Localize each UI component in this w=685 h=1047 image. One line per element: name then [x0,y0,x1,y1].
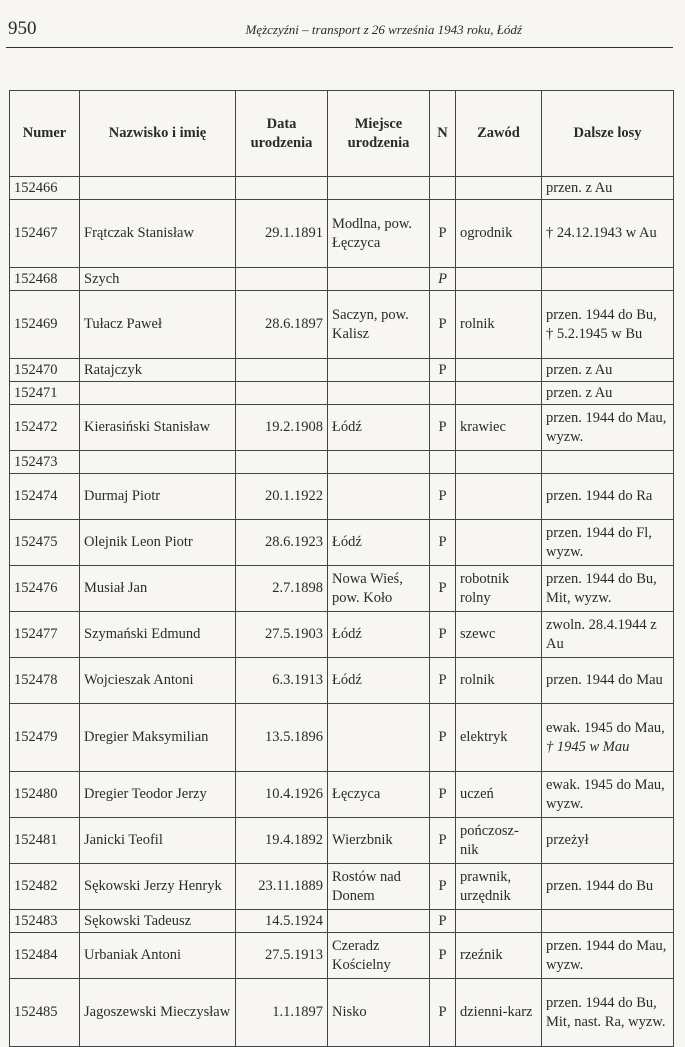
table-row [10,933,674,979]
occupation-cell [456,474,542,520]
nationality-cell: P [430,566,456,612]
table-row [10,979,674,1047]
table-body [10,177,674,1047]
numer-cell: 152474 [10,474,80,520]
birth-date-cell: 20.1.1922 [236,474,328,520]
numer-cell: 152480 [10,772,80,818]
fate-line: przen. z Au [546,361,613,378]
table-row [10,405,674,451]
numer-cell: 152483 [10,910,80,933]
occupation-cell [456,359,542,382]
name-cell: Szymański Edmund [80,612,236,658]
name-cell: Dregier Maksymilian [80,704,236,772]
nationality-cell [430,451,456,474]
occupation-cell: prawnik, urzędnik [456,864,542,910]
birth-place-cell [328,704,430,772]
birth-date-cell: 10.4.1926 [236,772,328,818]
column-header: Zawód [456,91,542,177]
birth-date-cell: 28.6.1897 [236,291,328,359]
fate-cell [542,268,674,291]
birth-date-cell: 6.3.1913 [236,658,328,704]
fate-line: przen. 1944 do Mau, wyzw. [546,938,667,973]
occupation-cell: ogrodnik [456,200,542,268]
fate-cell [542,910,674,933]
fate-cell [542,520,674,566]
table-row [10,864,674,910]
numer-cell: 152467 [10,200,80,268]
birth-place-cell: Wierzbnik [328,818,430,864]
nationality-cell: P [430,979,456,1047]
birth-date-cell: 23.11.1889 [236,864,328,910]
fate-cell [542,291,674,359]
fate-line: † 24.12.1943 w Au [546,225,657,242]
table-row [10,359,674,382]
occupation-cell: elektryk [456,704,542,772]
fate-line: ewak. 1945 do Mau, wyzw. [546,777,665,812]
numer-cell: 152469 [10,291,80,359]
header-rule [6,47,673,48]
occupation-cell [456,382,542,405]
birth-date-cell: 27.5.1913 [236,933,328,979]
name-cell: Janicki Teofil [80,818,236,864]
nationality-cell: P [430,520,456,566]
birth-place-cell: Łódź [328,658,430,704]
birth-date-cell: 2.7.1898 [236,566,328,612]
fate-cell [542,864,674,910]
fate-cell [542,818,674,864]
fate-line: przen. 1944 do Bu, Mit, nast. Ra, wyzw. [546,995,666,1030]
nationality-cell [430,177,456,200]
name-cell: Ratajczyk [80,359,236,382]
name-cell: Olejnik Leon Piotr [80,520,236,566]
birth-date-cell: 28.6.1923 [236,520,328,566]
name-cell: Wojcieszak Antoni [80,658,236,704]
birth-place-cell [328,268,430,291]
occupation-cell: rolnik [456,658,542,704]
numer-cell: 152477 [10,612,80,658]
occupation-cell: robotnik rolny [456,566,542,612]
page-number: 950 [8,18,37,39]
table-row [10,772,674,818]
column-header: Nazwisko i imię [80,91,236,177]
nationality-cell: P [430,200,456,268]
name-cell: Sękowski Tadeusz [80,910,236,933]
fate-line: przen. z Au [546,384,613,401]
name-cell: Musiał Jan [80,566,236,612]
numer-cell: 152478 [10,658,80,704]
birth-date-cell [236,177,328,200]
nationality-cell: P [430,933,456,979]
numer-cell: 152475 [10,520,80,566]
column-header: Numer [10,91,80,177]
table-row [10,382,674,405]
birth-place-cell [328,177,430,200]
table-row [10,612,674,658]
fate-cell [542,451,674,474]
name-cell: Szych [80,268,236,291]
running-title: Mężczyźni – transport z 26 września 1943 roku, Łódź [245,22,522,37]
birth-place-cell: Czeradz Kościelny [328,933,430,979]
occupation-cell [456,520,542,566]
numer-cell: 152473 [10,451,80,474]
fate-line: przen. z Au [546,179,613,196]
column-header: Miejsce urodzenia [328,91,430,177]
numer-cell: 152470 [10,359,80,382]
birth-place-cell [328,451,430,474]
occupation-cell: krawiec [456,405,542,451]
table-row [10,658,674,704]
nationality-cell: P [430,405,456,451]
nationality-cell: P [430,612,456,658]
name-cell: Tułacz Paweł [80,291,236,359]
nationality-cell: P [430,704,456,772]
table-row [10,200,674,268]
fate-cell [542,933,674,979]
fate-cell [542,200,674,268]
fate-cell [542,772,674,818]
birth-date-cell [236,268,328,291]
fate-cell [542,979,674,1047]
numer-cell: 152484 [10,933,80,979]
fate-line: przeżył [546,832,589,849]
birth-date-cell: 19.4.1892 [236,818,328,864]
birth-date-cell: 1.1.1897 [236,979,328,1047]
fate-cell [542,359,674,382]
birth-place-cell: Nisko [328,979,430,1047]
name-cell: Jagoszewski Mieczysław [80,979,236,1047]
birth-place-cell: Łęczyca [328,772,430,818]
column-header: Data urodzenia [236,91,328,177]
name-cell [80,382,236,405]
occupation-cell [456,177,542,200]
fate-cell [542,658,674,704]
numer-cell: 152481 [10,818,80,864]
numer-cell: 152471 [10,382,80,405]
fate-line: przen. 1944 do Bu [546,878,654,895]
table-row [10,291,674,359]
fate-line: ewak. 1945 do Mau, [546,720,665,737]
table-row [10,566,674,612]
table-row [10,474,674,520]
name-cell: Kierasiński Stanisław [80,405,236,451]
occupation-cell: uczeń [456,772,542,818]
numer-cell: 152476 [10,566,80,612]
birth-place-cell: Łódź [328,520,430,566]
fate-cell [542,382,674,405]
birth-date-cell: 29.1.1891 [236,200,328,268]
birth-place-cell: Łódź [328,612,430,658]
table-row [10,177,674,200]
nationality-cell: P [430,772,456,818]
fate-line: przen. 1944 do Mau, wyzw. [546,410,667,445]
fate-cell [542,704,674,772]
fate-line: przen. 1944 do Bu, [546,307,657,324]
nationality-cell: P [430,359,456,382]
birth-place-cell: Rostów nad Donem [328,864,430,910]
occupation-cell: rzeźnik [456,933,542,979]
birth-date-cell: 14.5.1924 [236,910,328,933]
name-cell: Sękowski Jerzy Henryk [80,864,236,910]
fate-cell [542,177,674,200]
fate-cell [542,474,674,520]
birth-place-cell [328,382,430,405]
table-header-row [10,91,674,177]
table-row [10,910,674,933]
numer-cell: 152482 [10,864,80,910]
nationality-cell: P [430,818,456,864]
occupation-cell [456,451,542,474]
fate-cell [542,405,674,451]
name-cell: Urbaniak Antoni [80,933,236,979]
table-row [10,268,674,291]
nationality-cell: P [430,658,456,704]
numer-cell: 152485 [10,979,80,1047]
table-row [10,818,674,864]
fate-line: † 5.2.1945 w Bu [546,325,643,342]
numer-cell: 152472 [10,405,80,451]
fate-line: zwoln. 28.4.1944 z Au [546,617,657,652]
birth-date-cell: 19.2.1908 [236,405,328,451]
nationality-cell: P [430,291,456,359]
table-row [10,704,674,772]
fate-cell [542,612,674,658]
fate-cell [542,566,674,612]
birth-date-cell [236,359,328,382]
birth-place-cell: Łódź [328,405,430,451]
numer-cell: 152466 [10,177,80,200]
numer-cell: 152479 [10,704,80,772]
name-cell: Dregier Teodor Jerzy [80,772,236,818]
fate-line: przen. 1944 do Bu, Mit, wyzw. [546,571,657,606]
birth-date-cell: 27.5.1903 [236,612,328,658]
fate-line: przen. 1944 do Mau [546,672,663,689]
name-cell: Durmaj Piotr [80,474,236,520]
birth-date-cell [236,451,328,474]
occupation-cell: szewc [456,612,542,658]
occupation-cell: pończosz-nik [456,818,542,864]
nationality-cell: P [430,268,456,291]
birth-place-cell [328,910,430,933]
birth-date-cell [236,382,328,405]
occupation-cell: rolnik [456,291,542,359]
name-cell [80,451,236,474]
column-header: Dalsze losy [542,91,674,177]
birth-date-cell: 13.5.1896 [236,704,328,772]
occupation-cell [456,268,542,291]
fate-line-italic: † 1945 w Mau [546,738,630,755]
prisoner-table [9,90,674,1047]
birth-place-cell: Modlna, pow. Łęczyca [328,200,430,268]
column-header: N [430,91,456,177]
birth-place-cell: Nowa Wieś, pow. Koło [328,566,430,612]
occupation-cell: dzienni-karz [456,979,542,1047]
table-row [10,451,674,474]
birth-place-cell [328,474,430,520]
name-cell [80,177,236,200]
nationality-cell: P [430,474,456,520]
birth-place-cell: Saczyn, pow. Kalisz [328,291,430,359]
fate-line: przen. 1944 do Ra [546,488,653,505]
nationality-cell: P [430,910,456,933]
fate-line: przen. 1944 do Fl, wyzw. [546,525,652,560]
occupation-cell [456,910,542,933]
name-cell: Frątczak Stanisław [80,200,236,268]
table-row [10,520,674,566]
birth-place-cell [328,359,430,382]
nationality-cell: P [430,864,456,910]
nationality-cell [430,382,456,405]
numer-cell: 152468 [10,268,80,291]
